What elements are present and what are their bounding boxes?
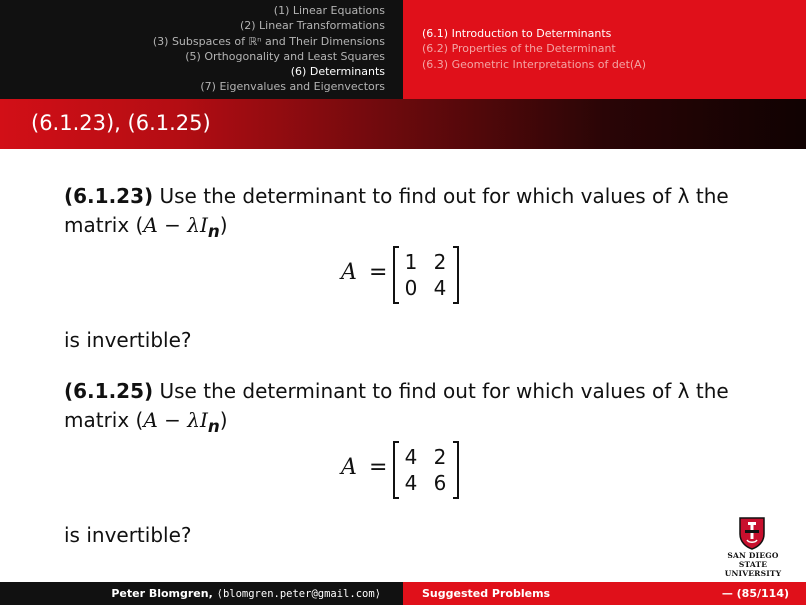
nav-section-1[interactable]: (1) Linear Equations [273, 4, 385, 17]
nav-section-6-active[interactable]: (6) Determinants [290, 65, 385, 79]
nav-subsection-6-2[interactable]: (6.2) Properties of the Determinant [422, 42, 616, 56]
matrix-cell: 4 [404, 445, 418, 469]
matrix-cell: 4 [404, 471, 418, 495]
beamer-footer [0, 582, 806, 605]
matrix-cell: 6 [433, 471, 447, 495]
problem-text-line2-post: ) [219, 213, 228, 237]
problem-text-line2-pre: matrix ( [64, 213, 144, 237]
slide-body [64, 182, 754, 550]
left-bracket [393, 441, 399, 499]
problem-text-line1: Use the determinant to find out for which values of λ the [159, 184, 729, 208]
sdsu-shield-icon [738, 516, 766, 550]
footer-topic: Suggested Problems [422, 587, 551, 600]
nav-section-7[interactable]: (7) Eigenvalues and Eigenvectors [200, 80, 385, 94]
right-bracket [453, 246, 459, 304]
nav-section-3[interactable]: (3) Subspaces of ℝⁿ and Their Dimensions [152, 34, 385, 48]
frame-title: (6.1.23), (6.1.25) [31, 111, 211, 135]
right-bracket [453, 441, 459, 499]
matrix-2x2 [393, 246, 459, 304]
nav-subsection-6-1-active[interactable]: (6.1) Introduction to Determinants [422, 27, 612, 40]
author-email-link[interactable]: ⟨blomgren.peter@gmail.com⟩ [216, 588, 381, 600]
sdsu-logo [716, 516, 796, 580]
spacer [64, 355, 754, 377]
footer-info [403, 582, 806, 605]
equals-sign: = [369, 260, 388, 285]
problem-text-line2-post: ) [219, 408, 228, 432]
nav-subsection-6-3[interactable]: (6.3) Geometric Interpretations of det(A) [422, 57, 646, 71]
problem-number: (6.1.23) [64, 184, 154, 208]
matrix-cell: 2 [433, 250, 447, 274]
matrix-label: A [341, 455, 357, 480]
problem-6-1-23 [64, 182, 754, 355]
problem-text-line1: Use the determinant to find out for which values of λ the [159, 379, 729, 403]
problem-math-subscript: n [207, 417, 220, 436]
beamer-header [0, 0, 806, 99]
problem-statement [64, 377, 754, 441]
left-bracket [393, 246, 399, 304]
equals-sign: = [369, 455, 388, 480]
problem-math-subscript: n [207, 222, 220, 241]
problem-math-expr: A − λI [143, 213, 208, 237]
matrix-equation [64, 246, 754, 308]
problem-tail: is invertible? [64, 523, 192, 547]
subsection-navigation [403, 0, 806, 99]
sdsu-wordmark [716, 551, 790, 578]
sdsu-line1: SAN DIEGO STATE [727, 551, 779, 569]
problem-tail: is invertible? [64, 328, 192, 352]
nav-section-5[interactable]: (5) Orthogonality and Least Squares [185, 49, 385, 63]
matrix-cell: 2 [433, 445, 447, 469]
matrix-2x2 [393, 441, 459, 499]
footer-author [0, 582, 403, 605]
problem-text-line2-pre: matrix ( [64, 408, 144, 432]
problem-math-expr: A − λI [143, 408, 208, 432]
problem-6-1-25 [64, 377, 754, 550]
problem-statement [64, 182, 754, 246]
matrix-cell: 4 [433, 276, 447, 300]
frame-title-bar [0, 99, 806, 149]
sdsu-line2: UNIVERSITY [724, 569, 782, 578]
nav-section-2[interactable]: (2) Linear Transformations [239, 19, 385, 33]
matrix-cell: 0 [404, 276, 418, 300]
matrix-cell: 1 [404, 250, 418, 274]
matrix-equation [64, 441, 754, 503]
matrix-label: A [341, 260, 357, 285]
problem-number: (6.1.25) [64, 379, 154, 403]
page-counter: — (85/114) [721, 587, 789, 600]
section-navigation [0, 0, 403, 99]
author-name: Peter Blomgren, [111, 587, 213, 600]
